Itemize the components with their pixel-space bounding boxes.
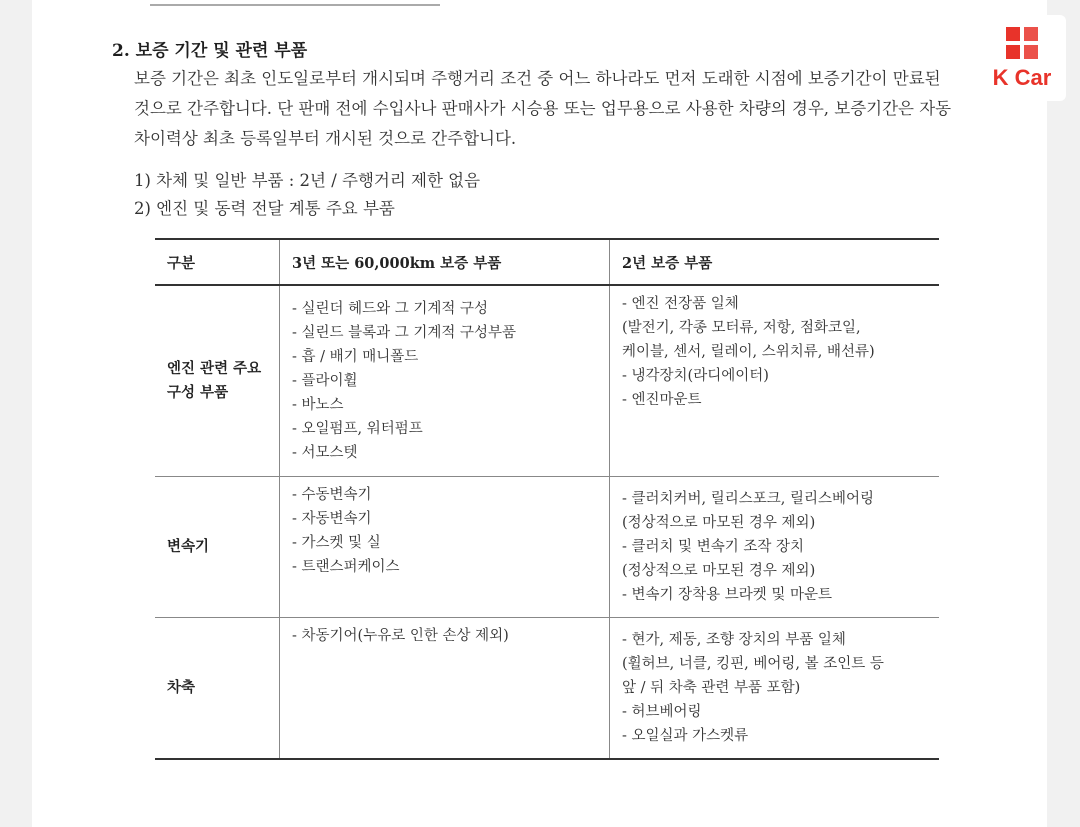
warranty-parts-table [155,238,939,760]
section-heading: 2. 보증 기간 및 관련 부품 [112,41,308,61]
header-two-year: 2년 보증 부품 [610,239,940,285]
row-category: 변속기 [155,477,280,618]
row-category: 차축 [155,618,280,760]
table-row [155,477,939,618]
kcar-logo-text: K Car [992,65,1052,90]
header-category: 구분 [155,239,280,285]
table-header-row [155,239,939,285]
list-item: 2) 엔진 및 동력 전달 계통 주요 부품 [134,199,395,218]
kcar-logo [978,15,1066,101]
table-row [155,618,939,760]
cut-off-text-line [150,0,440,6]
row-three-year-parts: - 차동기어(누유로 인한 손상 제외) [280,618,610,760]
header-three-year: 3년 또는 60,000km 보증 부품 [280,239,610,285]
row-three-year-parts: - 실린더 헤드와 그 기계적 구성 - 실린드 블록과 그 기계적 구성부품 - 흡 / 배기 매니폴드 - 플라이휠 - 바노스 - 오일펌프, 워터펌프 - 서모스텟 [280,285,610,477]
section-paragraph: 보증 기간은 최초 인도일로부터 개시되며 주행거리 조건 중 어느 하나라도 먼저 도래한 시점에 보증기간이 만료된 것으로 간주합니다. 단 판매 전에 수입사나 판매사가 시승용 또는 업무용으로 사용한 차량의 경우, 보증기간은 자동차이력상 최초 등록일부터 개시된 것으로 간주합니다. [134,69,952,148]
list-item: 1) 차체 및 일반 부품 : 2년 / 주행거리 제한 없음 [134,171,481,190]
row-two-year-parts: - 클러치커버, 릴리스포크, 릴리스베어링 (정상적으로 마모된 경우 제외) - 클러치 및 변속기 조작 장치 (정상적으로 마모된 경우 제외) - 변속기 장착용 브라켓 및 마운트 [610,477,940,618]
row-two-year-parts: - 엔진 전장품 일체 (발전기, 각종 모터류, 저항, 점화코일, 케이블, 센서, 릴레이, 스위치류, 배선류) - 냉각장치(라디에이터) - 엔진마운트 [610,285,940,477]
row-category: 엔진 관련 주요 구성 부품 [155,285,280,477]
row-three-year-parts: - 수동변속기 - 자동변속기 - 가스켓 및 실 - 트랜스퍼케이스 [280,477,610,618]
kcar-logo-icon [1006,27,1038,59]
row-two-year-parts: - 현가, 제동, 조향 장치의 부품 일체 (휠허브, 너클, 킹핀, 베어링, 볼 조인트 등 앞 / 뒤 차축 관련 부품 포함) - 허브베어링 - 오일실과 가스켓류 [610,618,940,760]
table-row [155,285,939,477]
